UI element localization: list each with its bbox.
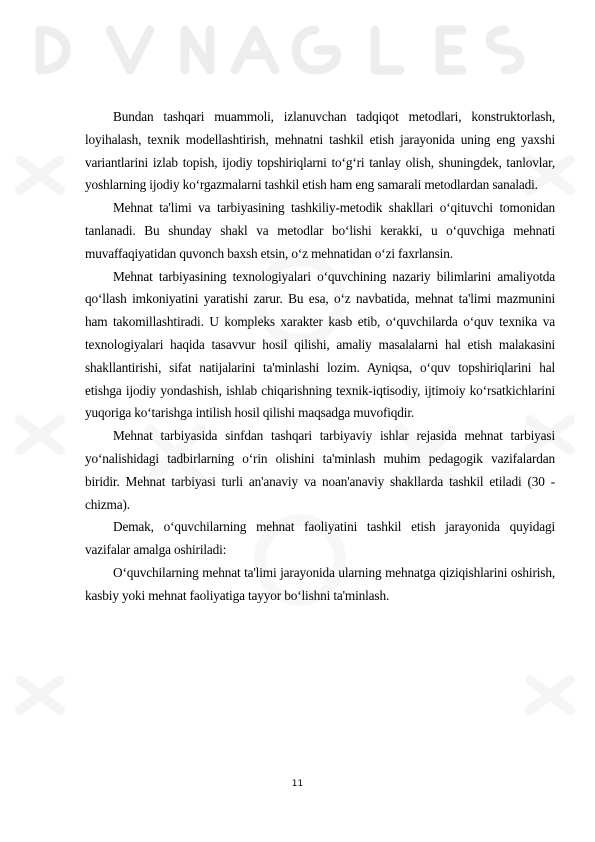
paragraph-student-interest: O‘quvchilarning mehnat ta'limi jarayonida ularning mehnatga qiziqishlarini oshirish, kasbiy yoki mehnat faoliyatiga tayyor bo‘lishni ta'minlash. bbox=[85, 564, 555, 603]
paragraph-research-methods: Bundan tashqari muammoli, izlanuvchan tadqiqot metodlari, konstruktorlash, loyihalash, texnik modellashtirish, mehnatni tashkil etish jarayonida uning eng yaxshi variantlarini izlab topish, ijodiy topshiriqlarni to‘g‘ri tanlay olish, shuningdek, tanlovlar, yoshlarning ijodiy ko‘rgazmalarni tashkil etish ham eng samarali metodlardan sanaladi. bbox=[85, 109, 555, 193]
paragraph-labor-technologies: Mehnat tarbiyasining texnologiyalari o‘quvchining nazariy bilimlarini amaliyotda qo‘llash imkoniyatini yaratishi zarur. Bu esa, o‘z navbatida, mehnat ta'limi mazmunini ham takomillashtiradi. U kompleks xarakter kasb etib, o‘quvchilarda o‘quv texnika va texnologiyalari haqida tasavvur hosil qilishi, amaliy masalalarni hal etish malakasini shakllantirishi, sifat natijalarini ta'minlashi lozim. Ayniqsa, o‘quv topshiriqlarini hal etishga ijodiy yondashish, ishlab chiqarishning texnik-iqtisodiy, ijtimoiy ko‘rsatkichlarini yuqoriga ko‘tarishga intilish hosil qilishi maqsadga muvofiqdir. bbox=[85, 268, 555, 421]
document-body bbox=[85, 106, 555, 608]
page-number: 11 bbox=[291, 779, 304, 789]
paragraph-organizational-forms: Mehnat ta'limi va tarbiyasining tashkiliy-metodik shakllari o‘qituvchi tomonidan tanlanadi. Bu shunday shakl va metodlar bo‘lishi kerakki, u o‘quvchiga mehnati muvaffaqiyatidan quvonch baxsh etsin, o‘z mehnatidan o‘zi faxrlansin. bbox=[85, 200, 555, 261]
paragraph-tasks-intro: Demak, o‘quvchilarning mehnat faoliyatini tashkil etish jarayonida quyidagi vazifalar amalga oshiriladi: bbox=[85, 519, 555, 558]
paragraph-extracurricular-work: Mehnat tarbiyasida sinfdan tashqari tarbiyaviy ishlar rejasida mehnat tarbiyasi yo‘nalishidagi tadbirlarning o‘rin olishini ta'minlash muhim pedagogik vazifalardan biridir. Mehnat tarbiyasi turli an'anaviy va noan'anaviy shakllarda tashkil etiladi (30 - chizma). bbox=[85, 428, 555, 512]
